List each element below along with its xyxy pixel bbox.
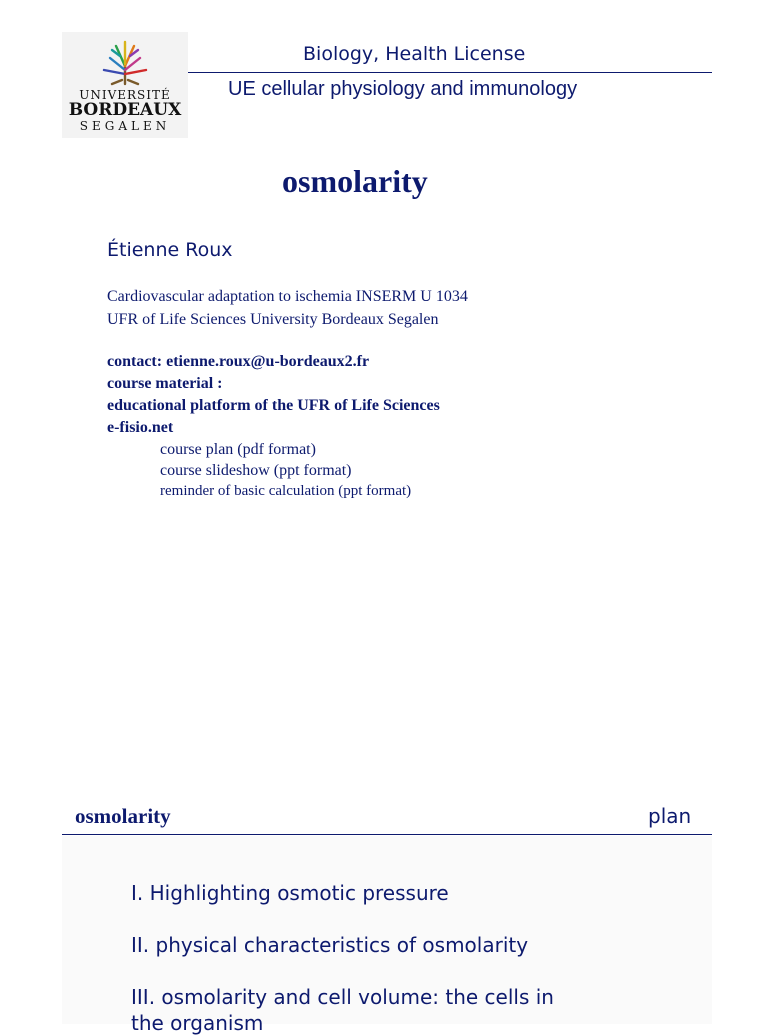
- material-item: reminder of basic calculation (ppt format): [160, 483, 412, 499]
- platform-name: educational platform of the UFR of Life Sciences: [107, 397, 440, 414]
- affiliation-line: Cardiovascular adaptation to ischemia INSERM U 1034: [107, 288, 468, 305]
- plan-section-label: plan: [648, 804, 692, 828]
- logo-line-3: SEGALEN: [79, 119, 171, 133]
- course-material-label: course material :: [107, 375, 223, 392]
- university-logo: [62, 32, 188, 138]
- logo-line-2: BORDEAUX: [68, 100, 182, 120]
- plan-divider: [62, 834, 712, 835]
- tree-logo-icon: [100, 40, 150, 86]
- plan-item: III. osmolarity and cell volume: the cells in the organism: [131, 985, 554, 1035]
- slide-title: osmolarity: [282, 163, 428, 199]
- platform-site: e-fisio.net: [107, 419, 174, 436]
- header-course-unit: UE cellular physiology and immunology: [228, 78, 578, 100]
- plan-item: I. Highlighting osmotic pressure: [131, 881, 449, 905]
- material-item: course plan (pdf format): [160, 441, 316, 458]
- header-divider: [188, 72, 712, 73]
- material-item: course slideshow (ppt format): [160, 462, 352, 479]
- header-program: Biology, Health License: [303, 43, 526, 65]
- contact-email: contact: etienne.roux@u-bordeaux2.fr: [107, 353, 370, 370]
- plan-slide-title: osmolarity: [75, 804, 171, 828]
- affiliation-line: UFR of Life Sciences University Bordeaux Segalen: [107, 311, 439, 328]
- plan-slide: [0, 790, 768, 1035]
- author-name: Étienne Roux: [107, 239, 233, 261]
- logo-line-1: UNIVERSITÉ: [79, 88, 171, 102]
- plan-item: II. physical characteristics of osmolarity: [131, 933, 529, 957]
